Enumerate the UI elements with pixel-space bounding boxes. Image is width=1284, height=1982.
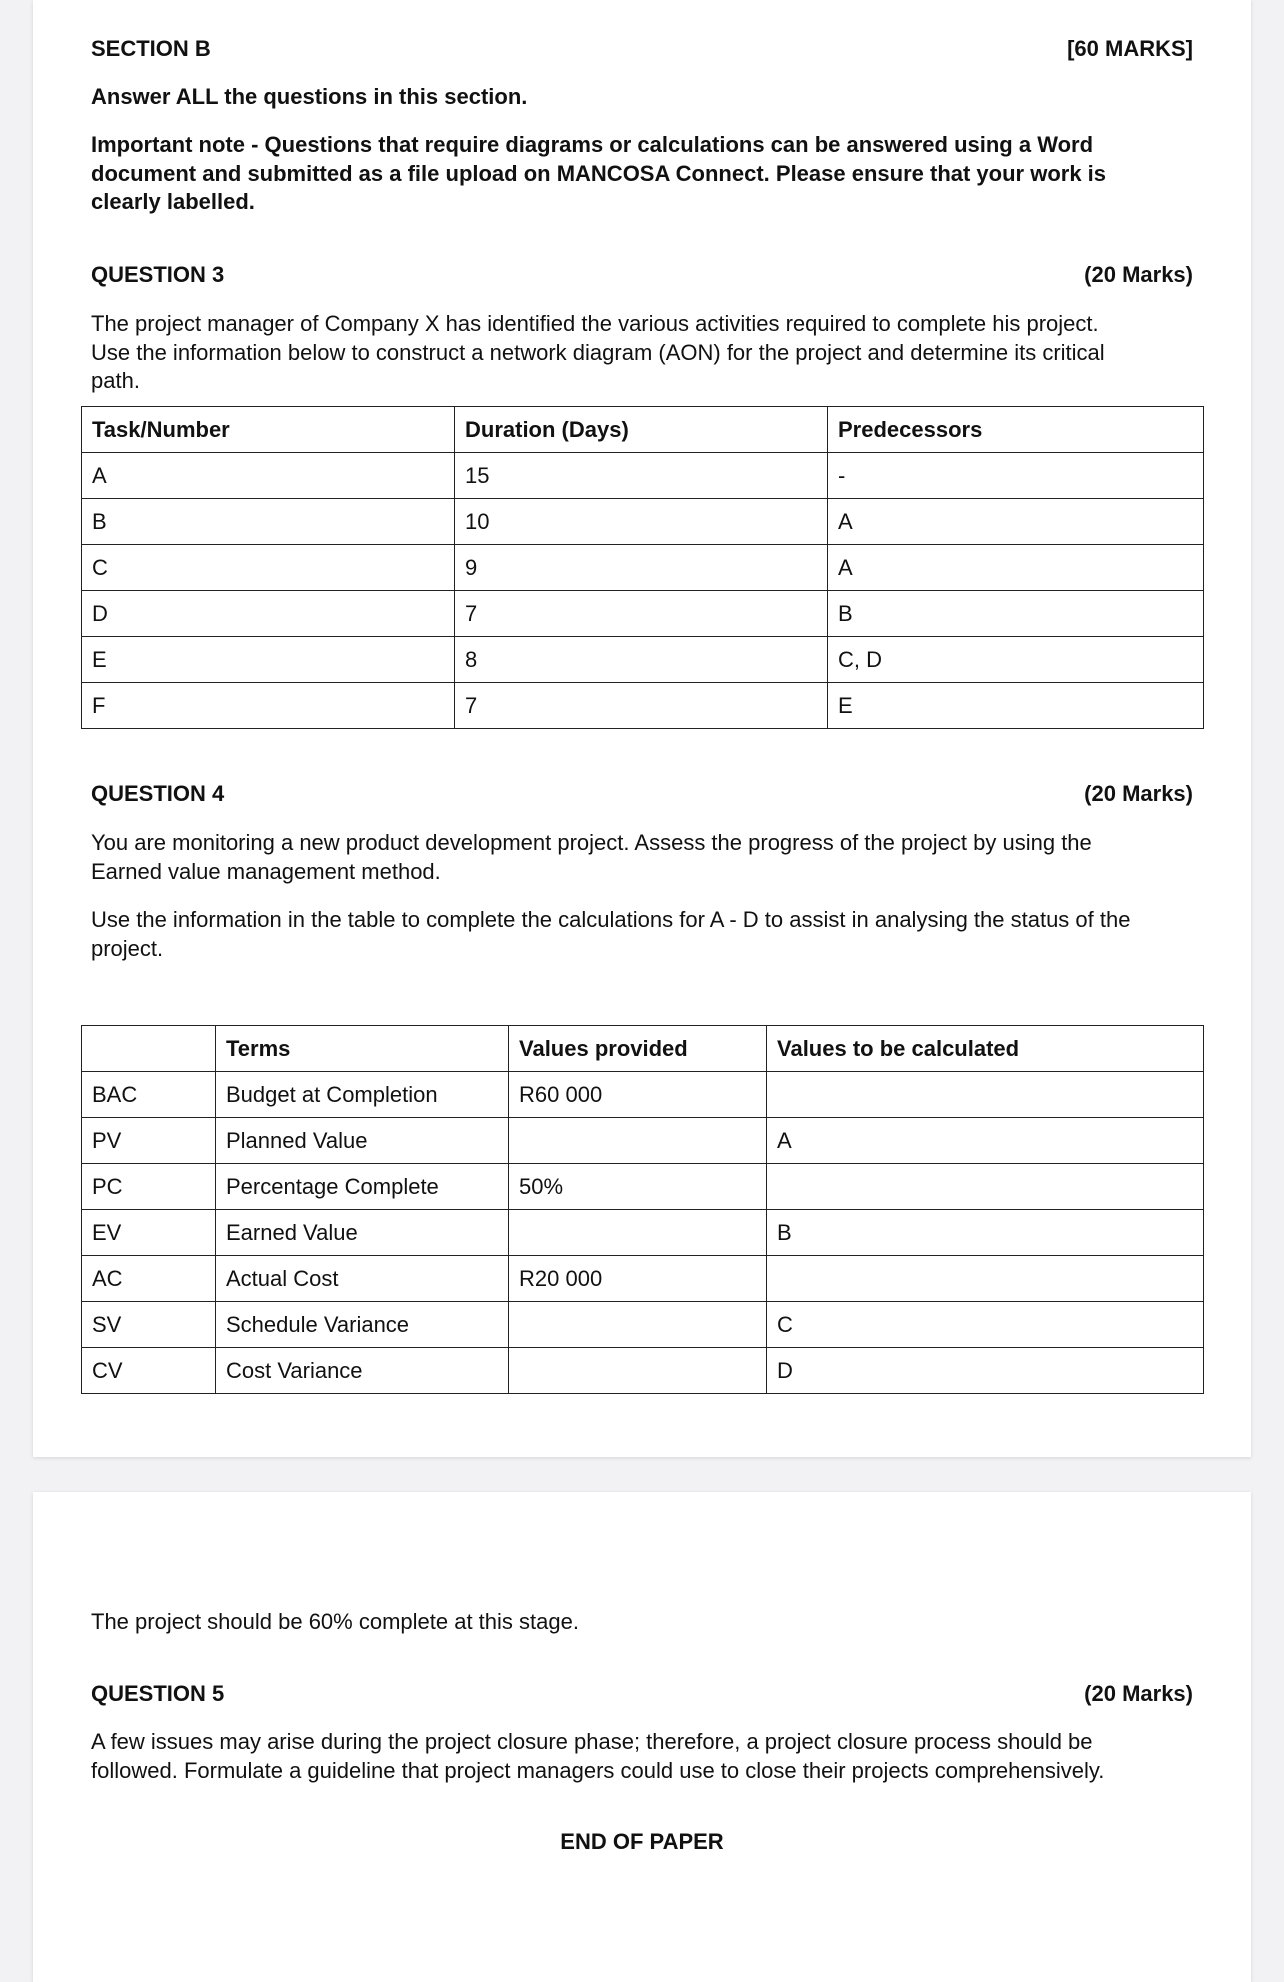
table-cell: Cost Variance <box>216 1348 509 1394</box>
question-4-header <box>91 781 1193 807</box>
table-row <box>82 545 1204 591</box>
question-4-marks: (20 Marks) <box>1084 781 1193 806</box>
table-cell: 7 <box>455 591 828 637</box>
table-header-cell: Values provided <box>509 1026 767 1072</box>
table-cell: D <box>767 1348 1204 1394</box>
table-cell: A <box>828 499 1204 545</box>
table-cell: A <box>82 453 455 499</box>
question-4-title: QUESTION 4 <box>91 781 225 806</box>
table-row <box>82 1164 1204 1210</box>
question-5-header <box>91 1681 1193 1707</box>
table-cell: A <box>828 545 1204 591</box>
table-cell <box>509 1348 767 1394</box>
table-cell: Earned Value <box>216 1210 509 1256</box>
question-4-note: The project should be 60% complete at this stage. <box>91 1609 579 1634</box>
table-cell: Schedule Variance <box>216 1302 509 1348</box>
table-cell: PC <box>82 1164 216 1210</box>
table-cell: F <box>82 683 455 729</box>
document-page-2 <box>33 1492 1251 1982</box>
table-row <box>82 1210 1204 1256</box>
table-cell: EV <box>82 1210 216 1256</box>
table-cell <box>767 1164 1204 1210</box>
table-header-row <box>82 407 1204 453</box>
table-cell: C <box>767 1302 1204 1348</box>
table-cell: R60 000 <box>509 1072 767 1118</box>
table-cell <box>509 1302 767 1348</box>
table-row <box>82 591 1204 637</box>
table-cell: R20 000 <box>509 1256 767 1302</box>
table-header-cell: Terms <box>216 1026 509 1072</box>
table-cell: 7 <box>455 683 828 729</box>
table-row <box>82 1256 1204 1302</box>
table-cell: Actual Cost <box>216 1256 509 1302</box>
section-title: SECTION B <box>91 36 211 61</box>
table-cell: C, D <box>828 637 1204 683</box>
question-3-text: The project manager of Company X has identified the various activities required to complete his project. Use the information below to construct a network diagram (AON) for the project and determine its critical path. <box>91 311 1105 393</box>
question-5-title: QUESTION 5 <box>91 1681 225 1706</box>
table-row <box>82 499 1204 545</box>
table-row <box>82 1348 1204 1394</box>
table-cell: Planned Value <box>216 1118 509 1164</box>
earned-value-table <box>81 1025 1204 1394</box>
table-cell: CV <box>82 1348 216 1394</box>
table-header-cell: Predecessors <box>828 407 1204 453</box>
table-cell: 10 <box>455 499 828 545</box>
table-cell: SV <box>82 1302 216 1348</box>
section-instruction: Answer ALL the questions in this section. <box>91 84 528 109</box>
table-cell: B <box>767 1210 1204 1256</box>
table-cell <box>767 1072 1204 1118</box>
table-cell: - <box>828 453 1204 499</box>
table-header-cell: Task/Number <box>82 407 455 453</box>
table-cell: BAC <box>82 1072 216 1118</box>
question-3-header <box>91 262 1193 288</box>
end-of-paper: END OF PAPER <box>560 1829 724 1854</box>
table-cell: 9 <box>455 545 828 591</box>
table-cell <box>767 1256 1204 1302</box>
table-row <box>82 1118 1204 1164</box>
table-header-row <box>82 1026 1204 1072</box>
table-cell: AC <box>82 1256 216 1302</box>
section-marks: [60 MARKS] <box>1067 36 1193 61</box>
table-cell: B <box>82 499 455 545</box>
question-3-title: QUESTION 3 <box>91 262 225 287</box>
table-cell <box>509 1118 767 1164</box>
table-cell <box>509 1210 767 1256</box>
table-header-cell <box>82 1026 216 1072</box>
question-5-marks: (20 Marks) <box>1084 1681 1193 1706</box>
table-row <box>82 1302 1204 1348</box>
important-note: Important note - Questions that require diagrams or calculations can be answered using a Word document and submitted as a file upload on MANCOSA Connect. Please ensure that your work is clearly labelled. <box>91 132 1107 214</box>
table-header-cell: Values to be calculated <box>767 1026 1204 1072</box>
table-cell: C <box>82 545 455 591</box>
table-cell: Percentage Complete <box>216 1164 509 1210</box>
question-4-text-1: You are monitoring a new product development project. Assess the progress of the project by using the Earned value management method. <box>91 830 1092 884</box>
table-cell: E <box>828 683 1204 729</box>
table-cell: D <box>82 591 455 637</box>
table-cell: 8 <box>455 637 828 683</box>
table-cell: B <box>828 591 1204 637</box>
document-page-1 <box>33 0 1251 1457</box>
table-cell: A <box>767 1118 1204 1164</box>
question-5-text: A few issues may arise during the project closure phase; therefore, a project closure process should be followed. Formulate a guideline that project managers could use to close their projects comprehensively. <box>91 1729 1105 1783</box>
table-header-cell: Duration (Days) <box>455 407 828 453</box>
question-4-text-2: Use the information in the table to complete the calculations for A - D to assist in analysing the status of the project. <box>91 907 1131 961</box>
table-cell: 50% <box>509 1164 767 1210</box>
table-row <box>82 683 1204 729</box>
table-cell: E <box>82 637 455 683</box>
question-3-marks: (20 Marks) <box>1084 262 1193 287</box>
table-cell: PV <box>82 1118 216 1164</box>
table-row <box>82 1072 1204 1118</box>
section-header <box>91 36 1193 62</box>
table-cell: 15 <box>455 453 828 499</box>
table-cell: Budget at Completion <box>216 1072 509 1118</box>
task-duration-table <box>81 406 1204 729</box>
table-row <box>82 453 1204 499</box>
table-row <box>82 637 1204 683</box>
